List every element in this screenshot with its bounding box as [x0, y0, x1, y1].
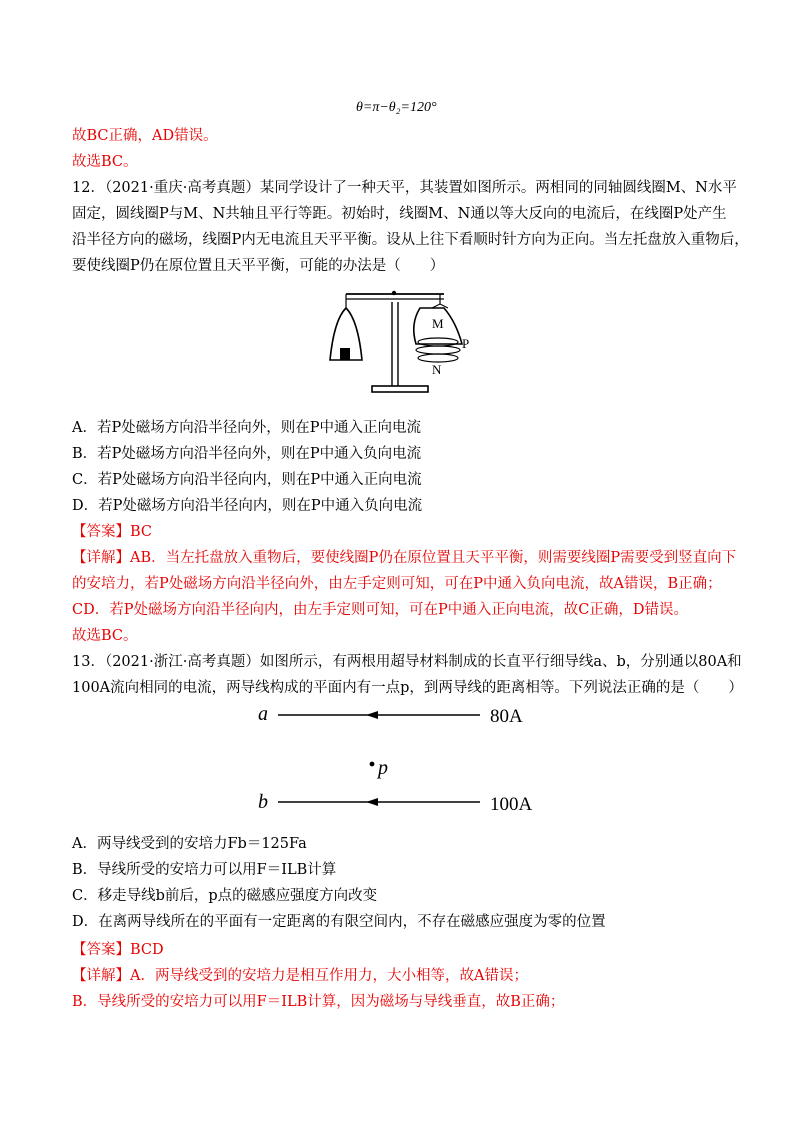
q12-stem-line-2: 固定，圆线圈P与M、N共轴且平行等距。初始时，线圈M、N通以等大反向的电流后，在线圈P处产生 — [72, 206, 727, 222]
q12-stem-line-3: 沿半径方向的磁场，线圈P内无电流且天平平衡。设从上往下看顺时针方向为正向。当左托盘放入重物后， — [72, 232, 749, 248]
q12-stem-line-4: 要使线圈P仍在原位置且天平平衡，可能的办法是（ ） — [72, 258, 445, 274]
wires-figure — [250, 700, 570, 820]
wire-b-current: 100A — [490, 794, 533, 815]
point-p-label: p — [378, 757, 388, 779]
q13-stem-line-2: 100A流向相同的电流，两导线构成的平面内有一点p，到两导线的距离相等。下列说法正确的是（ ） — [72, 680, 743, 696]
balance-base — [372, 386, 428, 392]
q13-option-a: A．两导线受到的安培力Fb＝125Fa — [72, 836, 307, 852]
q13-explanation-1: 【详解】A．两导线受到的安培力是相互作用力，大小相等，故A错误； — [72, 968, 528, 984]
label-M: M — [432, 316, 444, 331]
q13-stem-line-1: 13．（2021·浙江·高考真题）如图所示，有两根用超导材料制成的长直平行细导线a、b，分别通以80A和 — [72, 654, 742, 670]
pivot — [392, 291, 396, 295]
q12-answer: 【答案】BC — [72, 524, 153, 540]
q12-explanation-4: 故选BC。 — [72, 628, 138, 644]
wire-a-arrow — [366, 711, 378, 719]
wire-a-label: a — [258, 703, 268, 725]
label-N: N — [432, 362, 442, 377]
choice-line: 故选BC。 — [72, 154, 138, 170]
wire-a-current: 80A — [490, 706, 523, 727]
q12-explanation-3: CD．若P处磁场方向沿半径向内，由左手定则可知，可在P中通入正向电流，故C正确，D错误。 — [72, 602, 688, 618]
q12-explanation-1: 【详解】AB．当左托盘放入重物后，要使线圈P仍在原位置且天平平衡，则需要线圈P需要受到竖直向下 — [72, 550, 737, 566]
wire-b-label: b — [258, 791, 268, 813]
wire-b-arrow — [366, 798, 378, 806]
label-P: P — [462, 336, 470, 351]
q13-option-b: B．导线所受的安培力可以用F＝ILB计算 — [72, 862, 337, 878]
q13-option-d: D．在离两导线所在的平面有一定距离的有限空间内，不存在磁感应强度为零的位置 — [72, 914, 606, 930]
q12-stem-line-1: 12．（2021·重庆·高考真题）某同学设计了一种天平，其装置如图所示。两相同的同轴圆线圈M、N水平 — [72, 180, 737, 196]
q12-option-d: D．若P处磁场方向沿半径向内，则在P中通入负向电流 — [72, 498, 423, 514]
coil-N — [418, 354, 458, 362]
q13-option-c: C．移走导线b前后，p点的磁感应强度方向改变 — [72, 888, 378, 904]
q12-option-b: B．若P处磁场方向沿半径向外，则在P中通入负向电流 — [72, 446, 422, 462]
balance-figure — [320, 282, 480, 400]
q13-answer: 【答案】BCD — [72, 942, 164, 958]
conclusion-line: 故BC正确，AD错误。 — [72, 128, 218, 144]
q12-option-a: A．若P处磁场方向沿半径向外，则在P中通入正向电流 — [72, 420, 421, 436]
formula-top: θ=π−θ₂=120° — [356, 100, 437, 115]
q12-explanation-2: 的安培力，若P处磁场方向沿半径向外，由左手定则可知，可在P中通入负向电流，故A错误，B正确； — [72, 576, 722, 592]
left-weight — [340, 348, 350, 360]
point-p-dot — [370, 762, 375, 767]
q12-option-c: C．若P处磁场方向沿半径向内，则在P中通入正向电流 — [72, 472, 422, 488]
q13-explanation-2: B．导线所受的安培力可以用F＝ILB计算，因为磁场与导线垂直，故B正确； — [72, 994, 565, 1010]
coil-P — [416, 346, 460, 354]
